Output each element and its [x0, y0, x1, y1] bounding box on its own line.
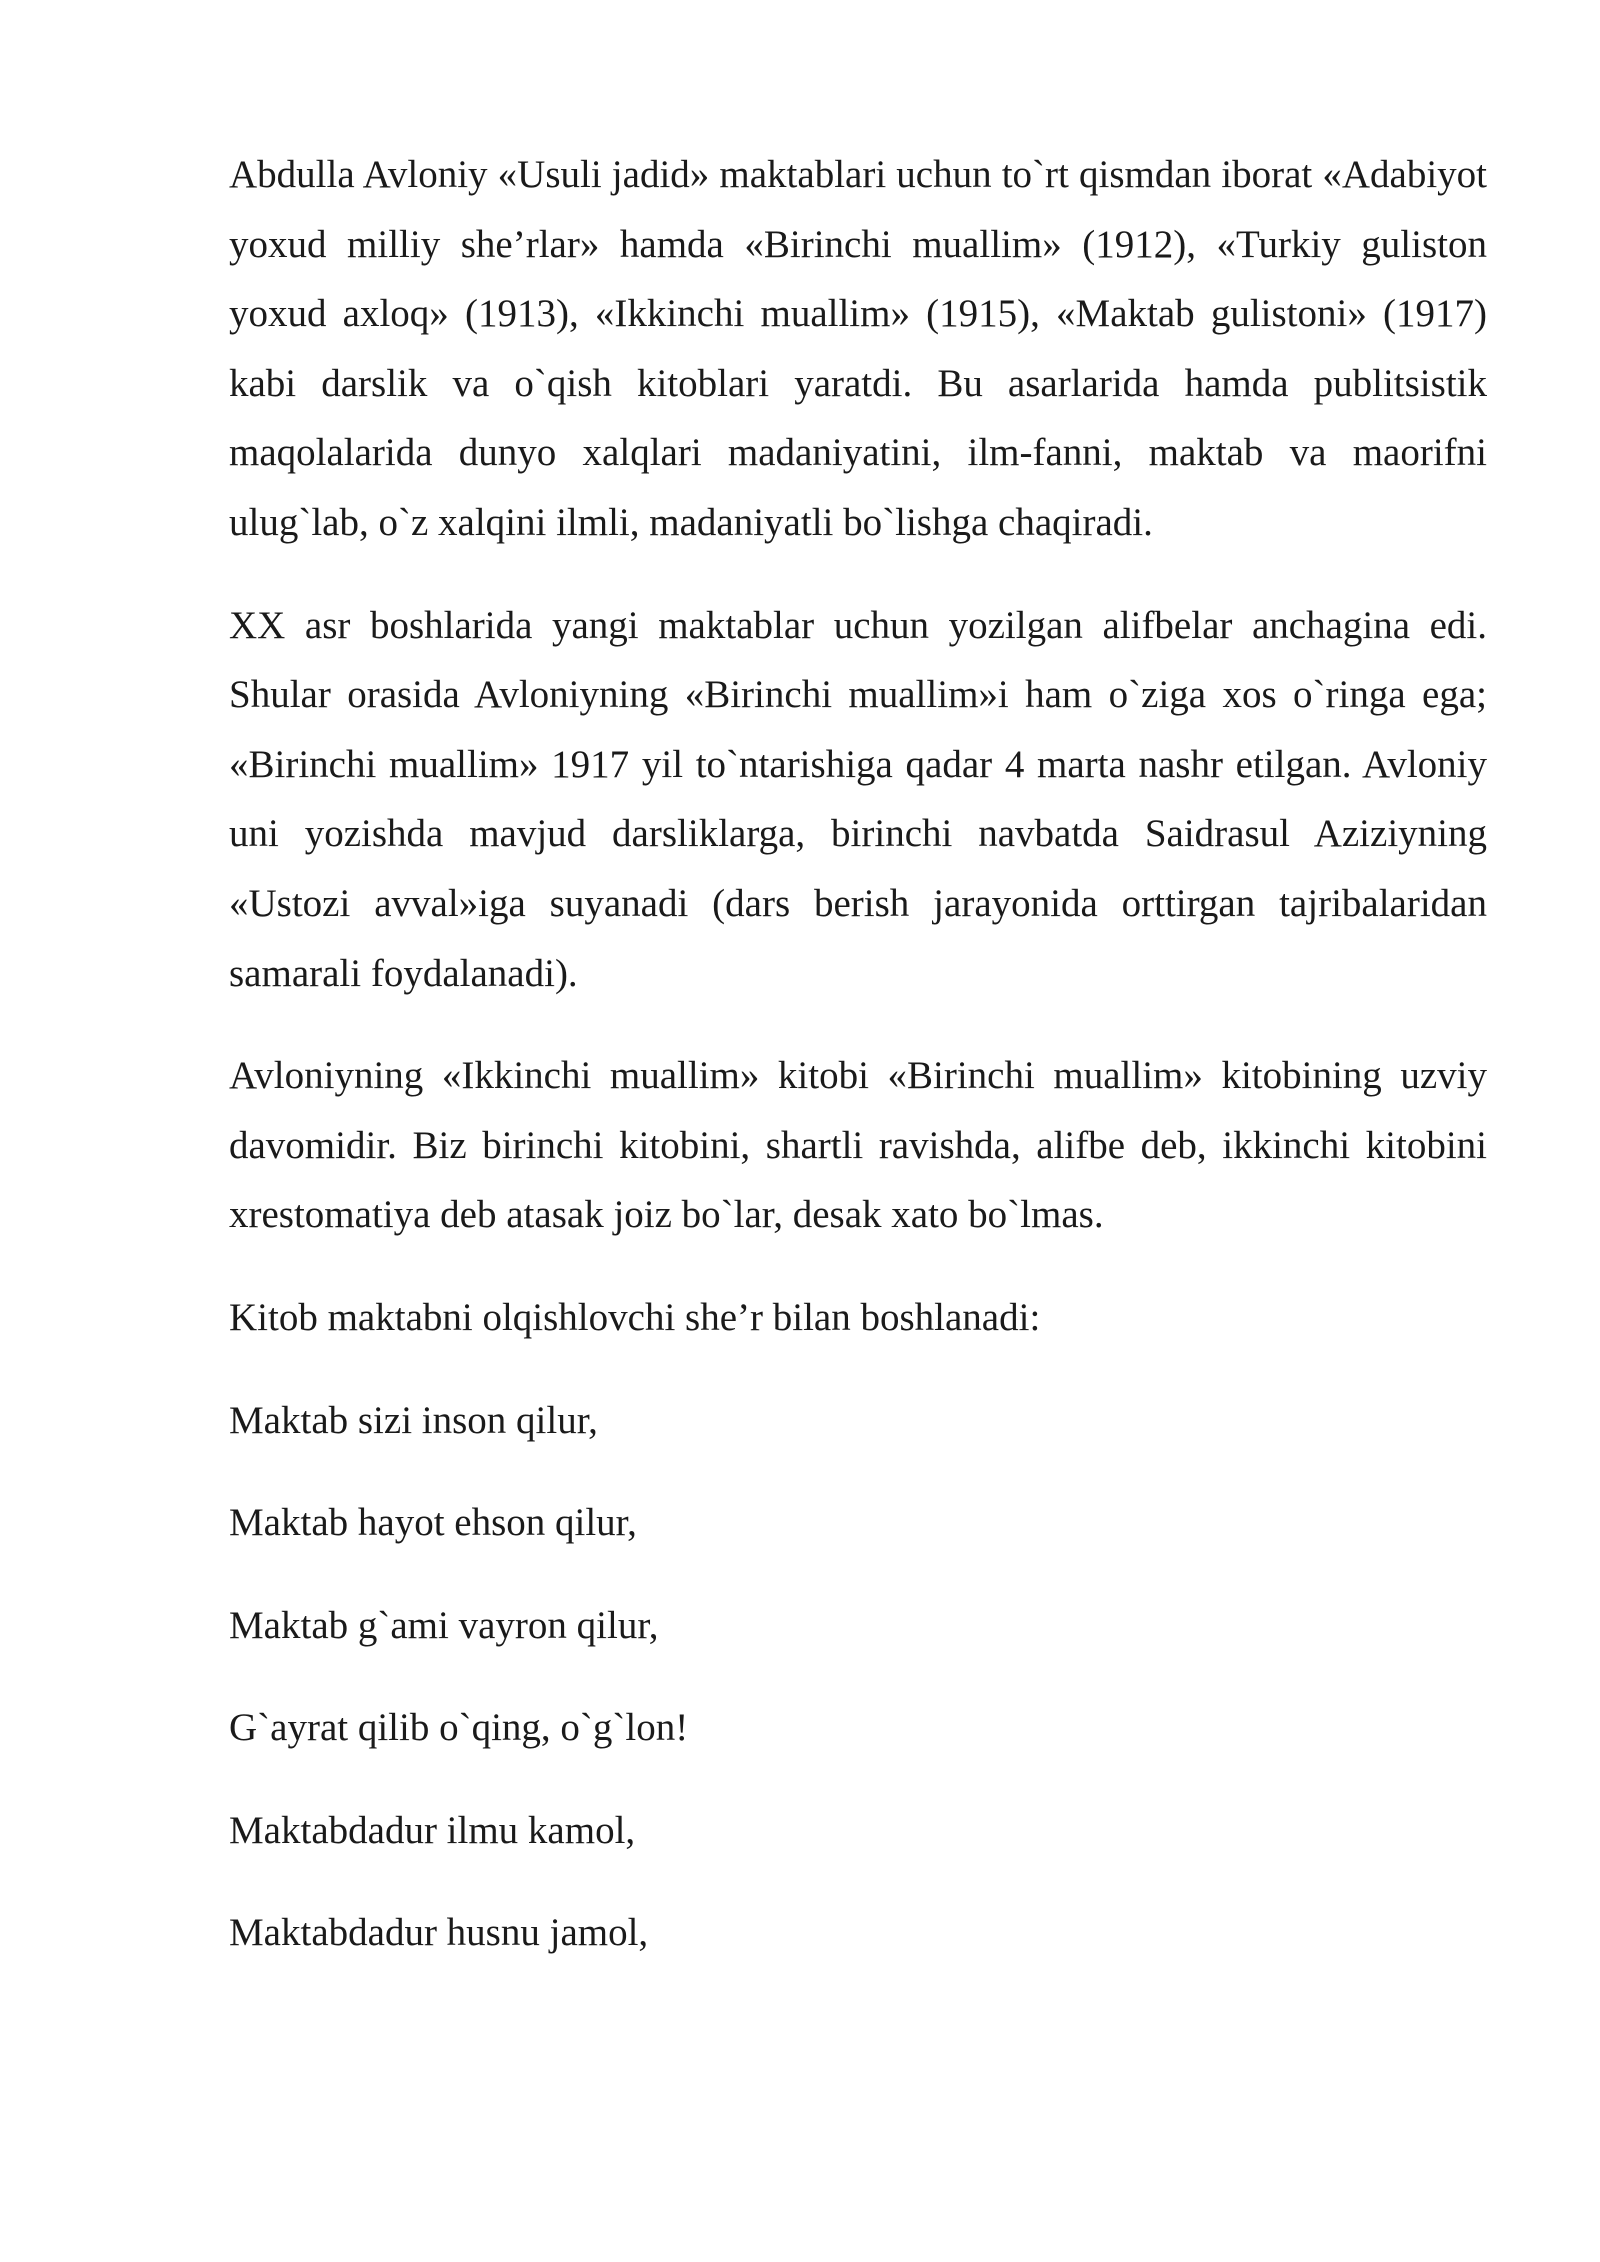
- poem-line: Maktab sizi inson qilur,: [229, 1398, 598, 1442]
- poem-line: Maktabdadur husnu jamol,: [229, 1911, 649, 1955]
- paragraph-second-teacher-book: Avloniyning «Ikkinchi muallim» kitobi «Birinchi muallim» kitobining uzviy davomidir. Biz birinchi kitobini, shartli ravishda, alifbe deb, ikkinchi kitobini xrestomatiya deb atasak joiz bo`lar, desak xato bo`lmas.: [229, 1054, 1487, 1237]
- paragraph-new-schools-alphabets: XX asr boshlarida yangi maktablar uchun yozilgan alifbelar anchagina edi. Shular orasida Avloniyning «Birinchi muallim»i ham o`ziga xos o`ringa ega; «Birinchi muallim» 1917 yil to`ntarishiga qadar 4 marta nashr etilgan. Avloniy uni yozishda mavjud darsliklarga, birinchi navbatda Saidrasul Aziziyning «Ustozi avval»iga suyanadi (dars berish jarayonida orttirgan tajribalaridan samarali foydalanadi).: [229, 603, 1487, 995]
- poem-line: Maktabdadur ilmu kamol,: [229, 1808, 636, 1852]
- paragraph-avloniy-textbooks: Abdulla Avloniy «Usuli jadid» maktablari uchun to`rt qismdan iborat «Adabiyot yoxud milliy she’rlar» hamda «Birinchi muallim» (1912), «Turkiy guliston yoxud axloq» (1913), «Ikkinchi muallim» (1915), «Maktab gulistoni» (1917) kabi darslik va o`qish kitoblari yaratdi. Bu asarlarida hamda publitsistik maqolalarida dunyo xalqlari madaniyatini, ilm-fanni, maktab va maorifni ulug`lab, o`z xalqini ilmli, madaniyatli bo`lishga chaqiradi.: [229, 153, 1487, 544]
- poem-line: Maktab hayot ehson qilur,: [229, 1501, 637, 1545]
- poem-intro-line: Kitob maktabni olqishlovchi she’r bilan boshlanadi:: [229, 1295, 1041, 1339]
- poem: [229, 1386, 1487, 1969]
- poem-line: Maktab g`ami vayron qilur,: [229, 1603, 659, 1647]
- poem-line: G`ayrat qilib o`qing, o`g`lon!: [229, 1706, 689, 1750]
- document-page: [229, 140, 1487, 2001]
